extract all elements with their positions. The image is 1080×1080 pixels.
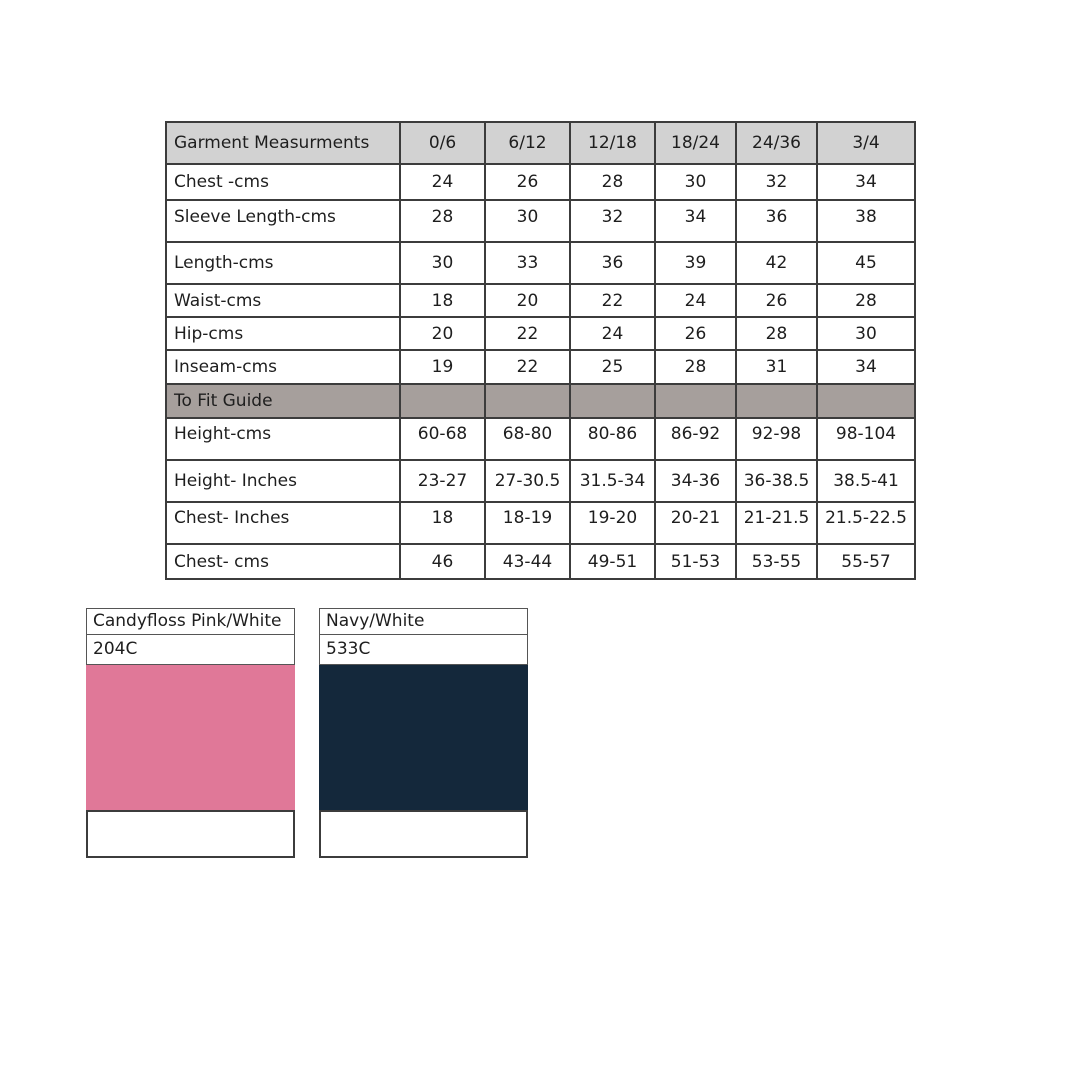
swatch-code: 533C [319,635,528,665]
measurement-cell: 28 [817,284,915,317]
measurement-cell: 34-36 [655,460,736,502]
measurement-cell: 32 [736,164,817,200]
measurement-cell: 36 [736,200,817,242]
measurement-cell: 23-27 [400,460,485,502]
measurement-cell: 26 [655,317,736,350]
measurement-cell: 28 [570,164,655,200]
size-column-header: 18/24 [655,122,736,164]
section-cell [736,384,817,418]
measurement-cell: 36-38.5 [736,460,817,502]
measurement-cell: 28 [736,317,817,350]
measurement-cell: 30 [655,164,736,200]
measurement-cell: 19-20 [570,502,655,544]
swatch-blank-box [319,810,528,858]
color-swatch-navy [319,608,528,858]
measurement-cell: 60-68 [400,418,485,460]
measurement-cell: 49-51 [570,544,655,579]
color-swatch-candyfloss-pink [86,608,295,858]
table-row [166,200,915,242]
table-row [166,164,915,200]
measurement-cell: 28 [655,350,736,384]
swatch-name: Candyfloss Pink/White [86,608,295,635]
size-column-header: 24/36 [736,122,817,164]
measurement-cell: 80-86 [570,418,655,460]
measurement-cell: 30 [817,317,915,350]
measurement-cell: 31.5-34 [570,460,655,502]
measurement-cell: 98-104 [817,418,915,460]
measurement-cell: 34 [817,164,915,200]
measurement-cell: 24 [655,284,736,317]
measurement-cell: 18 [400,284,485,317]
measurement-cell: 26 [485,164,570,200]
row-label: Chest- Inches [166,502,400,544]
measurement-cell: 22 [485,317,570,350]
table-row [166,418,915,460]
measurement-cell: 34 [817,350,915,384]
section-label: To Fit Guide [166,384,400,418]
measurement-cell: 20-21 [655,502,736,544]
table-row [166,350,915,384]
section-cell [485,384,570,418]
measurement-cell: 43-44 [485,544,570,579]
measurement-cell: 19 [400,350,485,384]
measurement-cell: 24 [570,317,655,350]
row-label: Waist-cms [166,284,400,317]
measurement-cell: 36 [570,242,655,284]
measurement-cell: 21.5-22.5 [817,502,915,544]
measurement-cell: 92-98 [736,418,817,460]
measurement-cell: 27-30.5 [485,460,570,502]
measurement-cell: 55-57 [817,544,915,579]
swatch-color-block [319,665,528,810]
table-row [166,317,915,350]
measurement-cell: 22 [485,350,570,384]
measurement-cell: 18 [400,502,485,544]
measurement-cell: 24 [400,164,485,200]
header-row [166,122,915,164]
measurement-cell: 20 [485,284,570,317]
section-cell [655,384,736,418]
measurement-cell: 51-53 [655,544,736,579]
table-row [166,544,915,579]
measurement-cell: 39 [655,242,736,284]
measurement-cell: 28 [400,200,485,242]
row-label: Hip-cms [166,317,400,350]
swatch-code: 204C [86,635,295,665]
row-label: Height- Inches [166,460,400,502]
measurement-cell: 18-19 [485,502,570,544]
measurement-cell: 53-55 [736,544,817,579]
fit-guide-section-row [166,384,915,418]
section-cell [570,384,655,418]
size-column-header: 3/4 [817,122,915,164]
header-label: Garment Measurments [166,122,400,164]
swatch-name: Navy/White [319,608,528,635]
row-label: Height-cms [166,418,400,460]
measurement-cell: 20 [400,317,485,350]
measurement-cell: 30 [485,200,570,242]
measurement-cell: 30 [400,242,485,284]
table-row [166,242,915,284]
row-label: Chest- cms [166,544,400,579]
size-column-header: 12/18 [570,122,655,164]
measurement-cell: 34 [655,200,736,242]
row-label: Sleeve Length-cms [166,200,400,242]
row-label: Length-cms [166,242,400,284]
table-row [166,284,915,317]
row-label: Chest -cms [166,164,400,200]
measurement-cell: 45 [817,242,915,284]
table-row [166,460,915,502]
measurement-cell: 86-92 [655,418,736,460]
measurement-cell: 22 [570,284,655,317]
measurement-cell: 31 [736,350,817,384]
size-column-header: 0/6 [400,122,485,164]
measurement-cell: 21-21.5 [736,502,817,544]
measurement-cell: 42 [736,242,817,284]
row-label: Inseam-cms [166,350,400,384]
section-cell [817,384,915,418]
size-column-header: 6/12 [485,122,570,164]
swatch-blank-box [86,810,295,858]
measurement-cell: 38 [817,200,915,242]
measurement-cell: 68-80 [485,418,570,460]
measurement-cell: 26 [736,284,817,317]
section-cell [400,384,485,418]
swatch-color-block [86,665,295,810]
measurement-cell: 32 [570,200,655,242]
measurement-cell: 46 [400,544,485,579]
size-chart-table [165,121,916,580]
measurement-cell: 25 [570,350,655,384]
measurement-cell: 33 [485,242,570,284]
table-row [166,502,915,544]
measurement-cell: 38.5-41 [817,460,915,502]
